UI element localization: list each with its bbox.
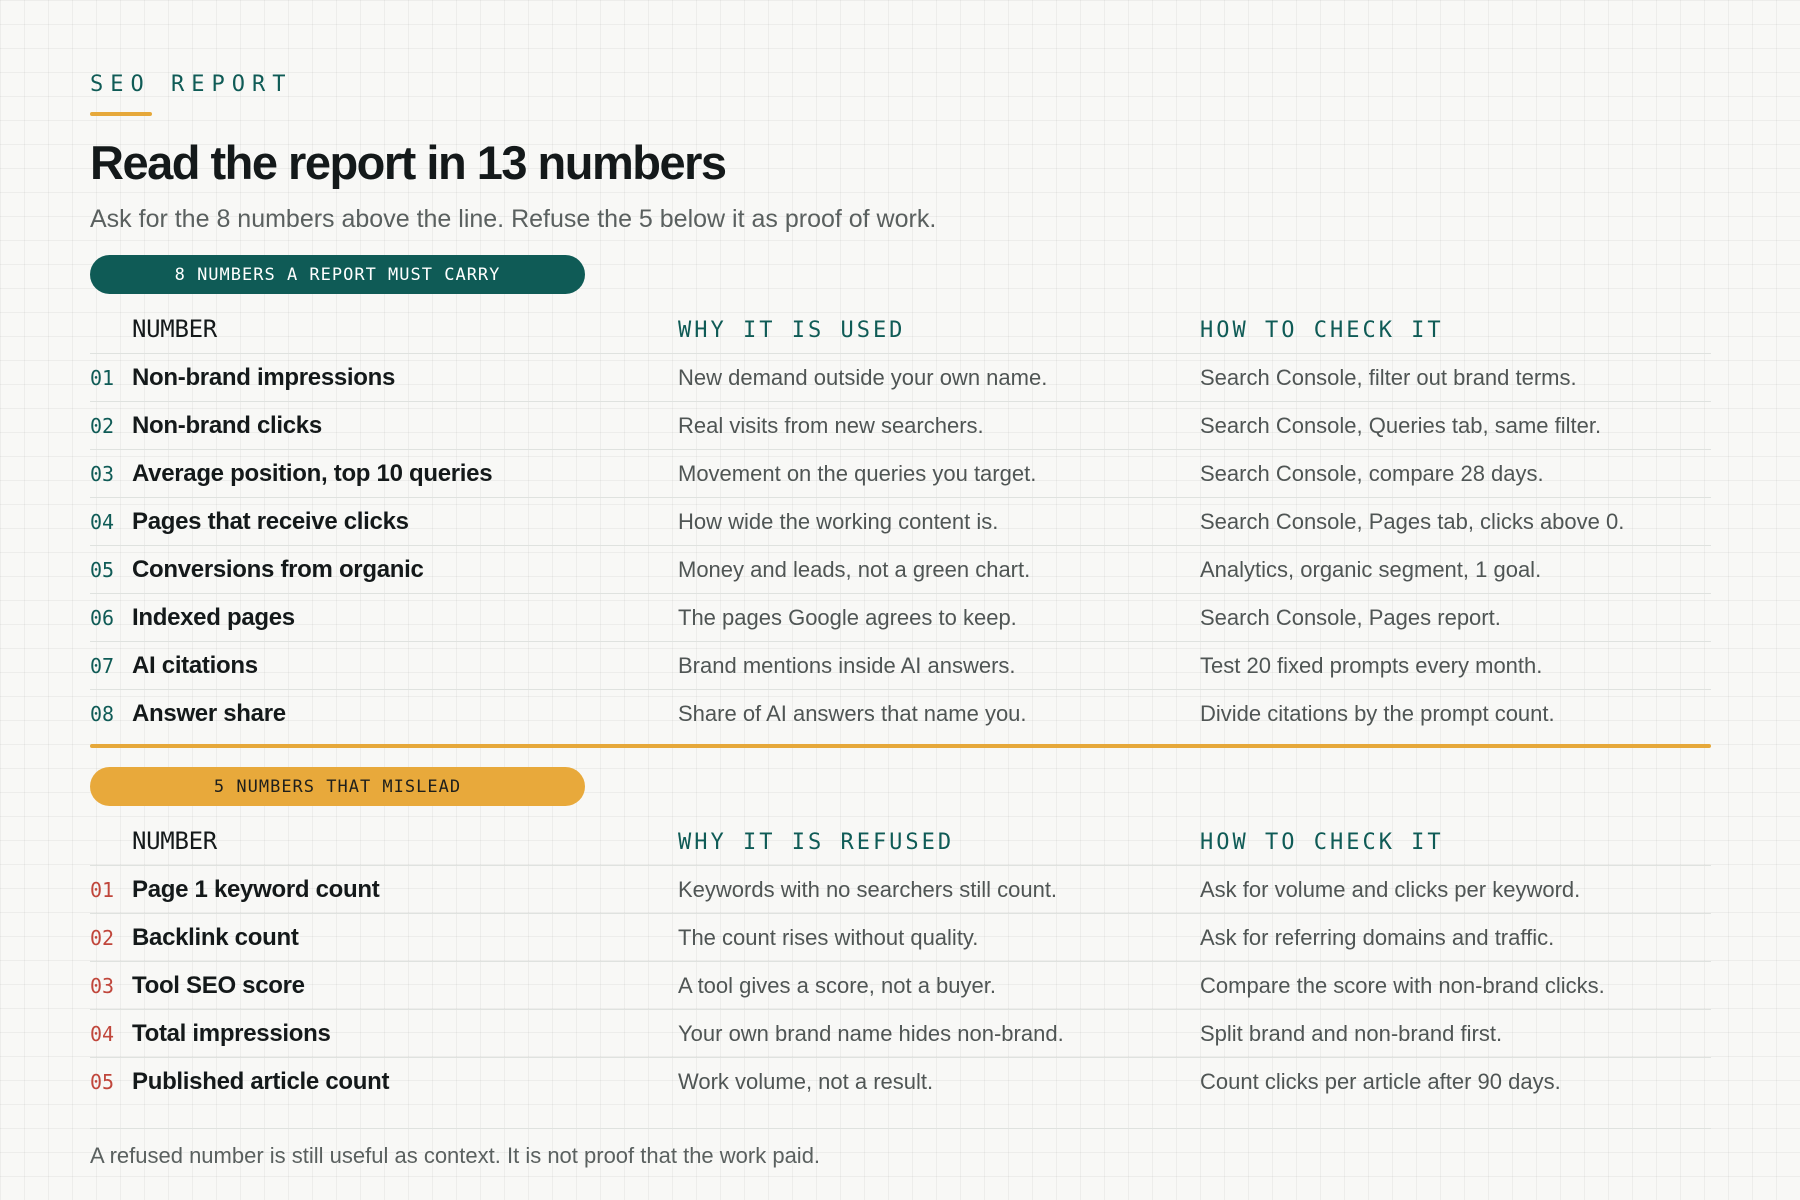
row-why: How wide the working content is. [678,508,999,534]
header-number: NUMBER [132,315,217,343]
amber-divider-line [90,744,1711,748]
row-metric-name: Non-brand impressions [132,363,396,391]
row-number: 07 [90,653,115,678]
row-how-to-check: Split brand and non-brand first. [1200,1020,1503,1046]
row-how-to-check: Analytics, organic segment, 1 goal. [1200,556,1542,582]
row-why: Share of AI answers that name you. [678,701,1027,726]
row-why: Movement on the queries you target. [678,460,1037,486]
row-number: 01 [90,877,115,902]
table-row [90,866,1711,914]
row-number: 05 [90,557,115,582]
mislead-pill: 5 NUMBERS THAT MISLEAD [90,767,585,806]
eyebrow-label: SEO REPORT [90,72,293,97]
table-row [90,962,1711,1010]
row-why: Real visits from new searchers. [678,412,984,438]
must-carry-header-row [90,294,1711,354]
must-carry-rows [90,354,1711,738]
header-why: WHY IT IS USED [678,318,906,343]
row-how-to-check: Search Console, Pages tab, clicks above 0. [1200,508,1625,534]
mislead-table [90,806,1711,1106]
row-how-to-check: Search Console, Pages report. [1200,604,1501,630]
row-metric-name: AI citations [132,651,258,679]
footnote: A refused number is still useful as context. It is not proof that the work paid. [90,1143,821,1168]
row-how-to-check: Search Console, Queries tab, same filter. [1200,412,1602,438]
table-row [90,354,1711,402]
row-metric-name: Non-brand clicks [132,411,322,439]
row-metric-name: Total impressions [132,1019,331,1047]
header-why: WHY IT IS REFUSED [678,830,955,855]
row-number: 04 [90,1021,115,1046]
mislead-header-row [90,806,1711,866]
row-metric-name: Backlink count [132,923,299,951]
row-number: 04 [90,509,115,534]
row-why: A tool gives a score, not a buyer. [678,972,996,998]
row-metric-name: Average position, top 10 queries [132,459,493,487]
table-row [90,498,1711,546]
mislead-rows [90,866,1711,1106]
table-row [90,642,1711,690]
row-metric-name: Pages that receive clicks [132,507,409,535]
row-why: Your own brand name hides non-brand. [678,1020,1064,1046]
row-number: 02 [90,925,115,950]
table-row [90,402,1711,450]
row-how-to-check: Count clicks per article after 90 days. [1200,1069,1561,1094]
row-how-to-check: Search Console, compare 28 days. [1200,460,1544,486]
row-metric-name: Answer share [132,700,286,727]
row-number: 06 [90,605,115,630]
row-how-to-check: Compare the score with non-brand clicks. [1200,972,1605,998]
row-number: 03 [90,973,115,998]
row-number: 02 [90,413,115,438]
row-why: Money and leads, not a green chart. [678,556,1031,582]
row-metric-name: Tool SEO score [132,971,305,999]
row-why: Keywords with no searchers still count. [678,876,1058,902]
header-check: HOW TO CHECK IT [1200,318,1444,343]
row-number: 05 [90,1070,115,1094]
row-metric-name: Page 1 keyword count [132,875,380,903]
header-check: HOW TO CHECK IT [1200,830,1444,855]
table-row [90,594,1711,642]
row-how-to-check: Ask for referring domains and traffic. [1200,924,1555,950]
seo-report-page [90,70,1711,1171]
page-title: Read the report in 13 numbers [90,136,726,189]
must-carry-pill: 8 NUMBERS A REPORT MUST CARRY [90,255,585,294]
row-number: 03 [90,461,115,486]
row-metric-name: Published article count [132,1068,390,1095]
row-how-to-check: Test 20 fixed prompts every month. [1200,652,1543,678]
table-row [90,914,1711,962]
row-why: New demand outside your own name. [678,364,1048,390]
row-why: The pages Google agrees to keep. [678,604,1017,630]
row-how-to-check: Divide citations by the prompt count. [1200,701,1555,726]
row-how-to-check: Search Console, filter out brand terms. [1200,364,1577,390]
header-number: NUMBER [132,827,217,855]
footer-rule [90,1128,1711,1129]
page-subtitle: Ask for the 8 numbers above the line. Refuse the 5 below it as proof of work. [90,205,937,233]
row-number: 01 [90,365,115,390]
table-row [90,1010,1711,1058]
row-number: 08 [90,702,115,726]
table-row [90,1058,1711,1106]
table-row [90,690,1711,738]
row-metric-name: Indexed pages [132,603,295,631]
row-why: Brand mentions inside AI answers. [678,652,1016,678]
row-metric-name: Conversions from organic [132,555,424,583]
row-why: The count rises without quality. [678,924,979,950]
row-how-to-check: Ask for volume and clicks per keyword. [1200,876,1581,902]
eyebrow-accent-rule [90,112,152,116]
table-row [90,546,1711,594]
must-carry-table [90,294,1711,738]
table-row [90,450,1711,498]
row-why: Work volume, not a result. [678,1069,934,1094]
